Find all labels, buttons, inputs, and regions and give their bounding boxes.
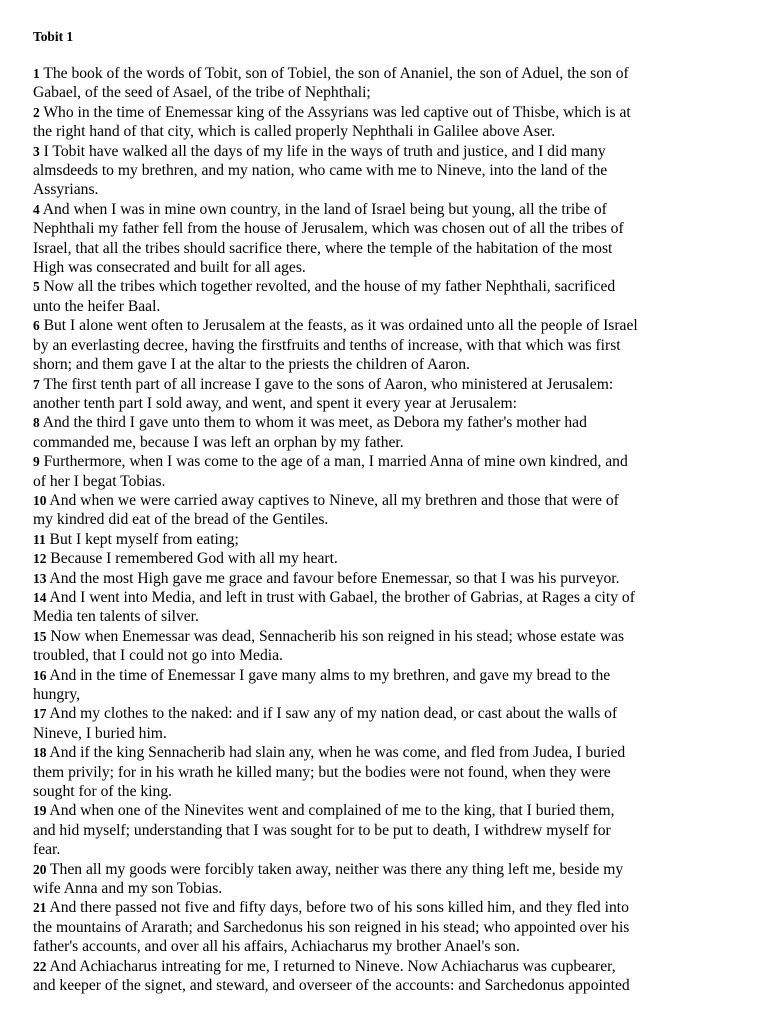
verse [33,957,745,996]
verse [33,316,745,374]
verse [33,413,745,452]
verse-text: But I kept myself from eating; [45,530,239,548]
verse-list [33,64,745,996]
verse-number: 16 [33,667,47,683]
verse [33,142,745,200]
verse-number: 22 [33,958,47,974]
verse [33,627,745,666]
verse-text: But I alone went often to Jerusalem at the feasts, as it was ordained unto all the people of Israel by an everlasting decree, having the firstfruits and tenths of increase, with that which was first shorn; and them gave I at the altar to the priests the children of Aaron. [33,317,638,374]
verse [33,200,745,278]
verse-text: Now when Enemessar was dead, Sennacherib his son reigned in his stead; whose estate was troubled, that I could not go into Media. [33,627,625,665]
verse-number: 7 [33,376,40,392]
verse [33,277,745,316]
verse [33,530,745,549]
verse [33,801,745,859]
verse [33,588,745,627]
verse-number: 5 [33,279,40,295]
verse-text: And in the time of Enemessar I gave many alms to my brethren, and gave my bread to the hungry, [33,666,611,703]
verse-number: 15 [33,628,47,644]
verse-text: Because I remembered God with all my heart. [46,550,338,568]
verse [33,64,745,103]
verse-text: And when I was in mine own country, in the land of Israel being but young, all the tribe of Nephthali my father fell from the house of Jerusalem, which was chosen out of all the tribes of Israel, that all the tribes should sacrifice there, where the temple of the habitation of the most High was consecrated and built for all ages. [33,200,624,277]
verse-text: And the third I gave unto them to whom it was meet, as Debora my father's mother had commanded me, because I was left an orphan by my father. [33,414,587,451]
verse-text: Furthermore, when I was come to the age of a man, I married Anna of mine own kindred, and of her I begat Tobias. [33,453,628,490]
verse-text: And my clothes to the naked: and if I saw any of my nation dead, or cast about the walls of Nineve, I buried him. [33,705,618,742]
verse-number: 19 [33,803,47,819]
verse [33,569,745,588]
verse [33,860,745,899]
verse-number: 8 [33,415,40,431]
verse-number: 9 [33,454,40,470]
verse-number: 10 [33,492,47,508]
verse-number: 4 [33,201,40,217]
verse-number: 3 [33,143,40,159]
verse-text: The book of the words of Tobit, son of Tobiel, the son of Ananiel, the son of Aduel, the son of Gabael, of the seed of Asael, of the tribe of Nephthali; [33,65,629,102]
verse-number: 14 [33,589,47,605]
verse [33,666,745,705]
verse-text: And when one of the Ninevites went and complained of me to the king, that I buried them, and hid myself; understanding that I was sought for to be put to death, I withdrew myself for fear. [33,802,615,859]
verse-text: And if the king Sennacherib had slain any, when he was come, and fled from Judea, I buried them privily; for in his wrath he killed many; but the bodies were not found, when they were sought for of the king. [33,744,626,801]
verse-number: 17 [33,706,47,722]
verse [33,704,745,743]
verse-text: And I went into Media, and left in trust with Gabael, the brother of Gabrias, at Rages a city of Media ten talents of silver. [33,588,635,626]
verse-text: Now all the tribes which together revolted, and the house of my father Nephthali, sacrificed unto the heifer Baal. [33,278,616,315]
verse-text: And when we were carried away captives to Nineve, all my brethren and those that were of my kindred did eat of the bread of the Gentiles. [33,491,619,529]
verse [33,491,745,530]
verse-number: 21 [33,900,47,916]
verse-number: 12 [33,551,47,567]
verse-text: Then all my goods were forcibly taken away, neither was there any thing left me, beside my wife Anna and my son Tobias. [33,860,624,898]
verse [33,452,745,491]
verse-number: 1 [33,66,40,81]
verse-number: 18 [33,745,47,761]
verse-text: And there passed not five and fifty days, before two of his sons killed him, and they fled into the mountains of Ararath; and Sarchedonus his son reigned in his stead; who appointed over his father's accounts, and over all his affairs, Achiacharus my brother Anael's son. [33,899,630,956]
verse-number: 20 [33,861,47,877]
verse-text: I Tobit have walked all the days of my life in the ways of truth and justice, and I did many almsdeeds to my brethren, and my nation, who came with me to Nineve, into the land of the Assyrians. [33,142,608,199]
verse [33,743,745,801]
verse-text: Who in the time of Enemessar king of the Assyrians was led captive out of Thisbe, which is at the right hand of that city, which is called properly Nephthali in Galilee above Aser. [33,103,631,141]
verse [33,375,745,414]
verse [33,103,745,142]
verse-text: And the most High gave me grace and favour before Enemessar, so that I was his purveyor. [46,569,620,587]
verse-text: And Achiacharus intreating for me, I returned to Nineve. Now Achiacharus was cupbearer, and keeper of the signet, and steward, and overseer of the accounts: and Sarchedonus appointed [33,957,630,995]
verse-number: 13 [33,570,47,586]
verse-number: 6 [33,318,40,334]
verse-number: 11 [33,531,46,547]
verse [33,898,745,956]
verse [33,549,745,568]
page-title: Tobit 1 [33,29,74,44]
verse-number: 2 [33,104,40,120]
verse-text: The first tenth part of all increase I gave to the sons of Aaron, who ministered at Jerusalem: another tenth part I sold away, and went, and spent it every year at Jerusalem: [33,375,614,412]
